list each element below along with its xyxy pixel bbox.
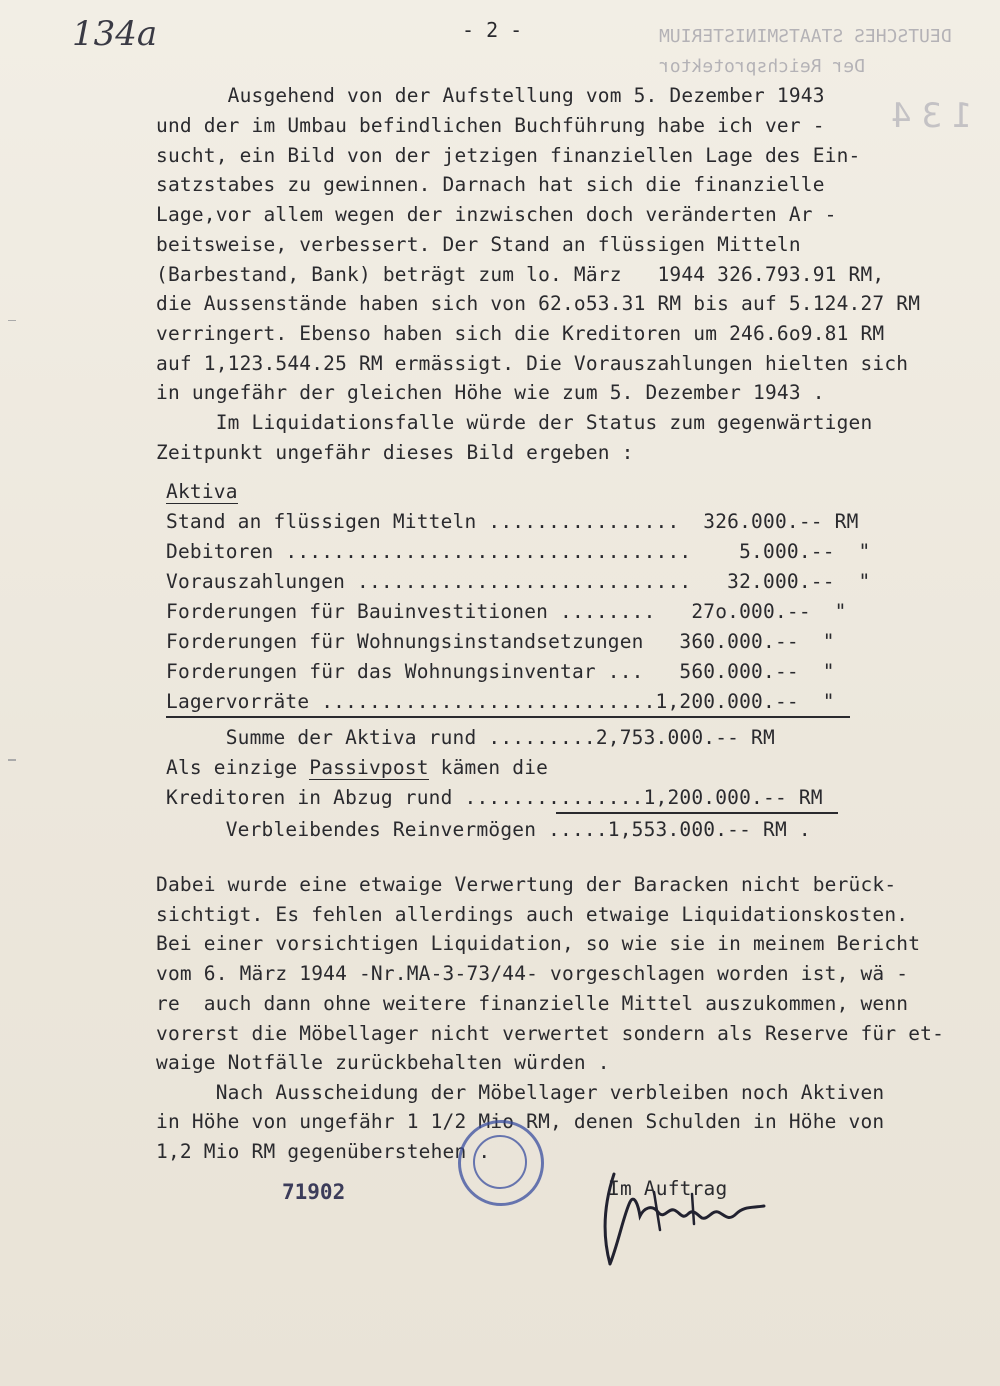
passivpost-term: Passivpost <box>309 756 429 779</box>
body-line: vom 6. März 1944 -Nr.MA-3-73/44- vorgeschlagen worden ist, wä - <box>156 962 909 985</box>
body-line: in Höhe von ungefähr 1 1/2 Mio RM, denen Schulden in Höhe von <box>156 1110 885 1133</box>
aktiva-row: Forderungen für das Wohnungsinventar ... 560.000.-- " <box>166 660 835 683</box>
bleed-through-header <box>659 22 952 82</box>
body-line: re auch dann ohne weitere finanzielle Mittel auszukommen, wenn <box>156 992 909 1015</box>
stamp-inner-ring <box>473 1135 527 1189</box>
page-number: - 2 - <box>462 18 523 42</box>
body-line: vorerst die Möbellager nicht verwertet sondern als Reserve für et- <box>156 1022 945 1045</box>
aktiva-row: Stand an flüssigen Mitteln ................ 326.000.-- RM <box>166 510 859 533</box>
reinvermoegen-row: Verbleibendes Reinvermögen .....1,553.000.-- RM . <box>166 818 811 841</box>
body-line: satzstabes zu gewinnen. Darnach hat sich die finanzielle <box>156 173 825 196</box>
body-line: 1,2 Mio RM gegenüberstehen . <box>156 1140 491 1163</box>
body-line: beitsweise, verbessert. Der Stand an flüssigen Mitteln <box>156 233 801 256</box>
signature <box>594 1164 774 1274</box>
result-rule <box>556 812 838 814</box>
signoff: Im Auftrag <box>608 1177 728 1200</box>
body-line: Zeitpunkt ungefähr dieses Bild ergeben : <box>156 441 634 464</box>
body-line: (Barbestand, Bank) beträgt zum lo. März 1944 326.793.91 RM, <box>156 263 885 286</box>
body-line: Bei einer vorsichtigen Liquidation, so wie sie in meinem Bericht <box>156 932 921 955</box>
body-line: Ausgehend von der Aufstellung vom 5. Dezember 1943 <box>156 84 825 107</box>
edge-marks <box>6 320 20 1320</box>
archive-stamp <box>458 1120 544 1206</box>
inventory-number: 71902 <box>282 1180 346 1204</box>
body-line: Nach Ausscheidung der Möbellager verbleiben noch Aktiven <box>156 1081 885 1104</box>
body-line: Dabei wurde eine etwaige Verwertung der Baracken nicht berück- <box>156 873 897 896</box>
passiv-intro: Als einzige Passivpost kämen die <box>166 756 549 779</box>
bleed-through-line: DEUTSCHES STAATSMINISTERIUM <box>659 26 952 47</box>
aktiva-sum: Summe der Aktiva rund .........2,753.000.-- RM <box>166 726 775 749</box>
sum-rule <box>166 716 850 718</box>
body-line: die Aussenstände haben sich von 62.o53.31 RM bis auf 5.124.27 RM <box>156 292 921 315</box>
aktiva-row: Forderungen für Bauinvestitionen ........ 27o.000.-- " <box>166 600 847 623</box>
kreditoren-row: Kreditoren in Abzug rund ...............1,200.000.-- RM <box>166 786 823 809</box>
aktiva-row: Debitoren .................................. 5.000.-- " <box>166 540 871 563</box>
aktiva-row: Lagervorräte ............................1,200.000.-- " <box>166 690 835 713</box>
body-line: auf 1,123.544.25 RM ermässigt. Die Vorauszahlungen hielten sich <box>156 352 909 375</box>
bleed-through-line: Der Reichsprotektor <box>659 56 866 77</box>
body-line: Im Liquidationsfalle würde der Status zum gegenwärtigen <box>156 411 873 434</box>
body-line: in ungefähr der gleichen Höhe wie zum 5. Dezember 1943 . <box>156 381 825 404</box>
body-line: sucht, ein Bild von der jetzigen finanziellen Lage des Ein- <box>156 144 861 167</box>
aktiva-heading: Aktiva <box>166 480 238 503</box>
archive-number: 134a <box>72 14 158 54</box>
body-line: sichtigt. Es fehlen allerdings auch etwaige Liquidationskosten. <box>156 903 909 926</box>
body-line: verringert. Ebenso haben sich die Kreditoren um 246.6o9.81 RM <box>156 322 885 345</box>
body-line: waige Notfälle zurückbehalten würden . <box>156 1051 610 1074</box>
aktiva-row: Forderungen für Wohnungsinstandsetzungen 360.000.-- " <box>166 630 835 653</box>
aktiva-row: Vorauszahlungen ............................ 32.000.-- " <box>166 570 871 593</box>
body-line: Lage,vor allem wegen der inzwischen doch veränderten Ar - <box>156 203 837 226</box>
body-line: und der im Umbau befindlichen Buchführung habe ich ver - <box>156 114 825 137</box>
bleed-through-number: 134 <box>880 96 972 136</box>
